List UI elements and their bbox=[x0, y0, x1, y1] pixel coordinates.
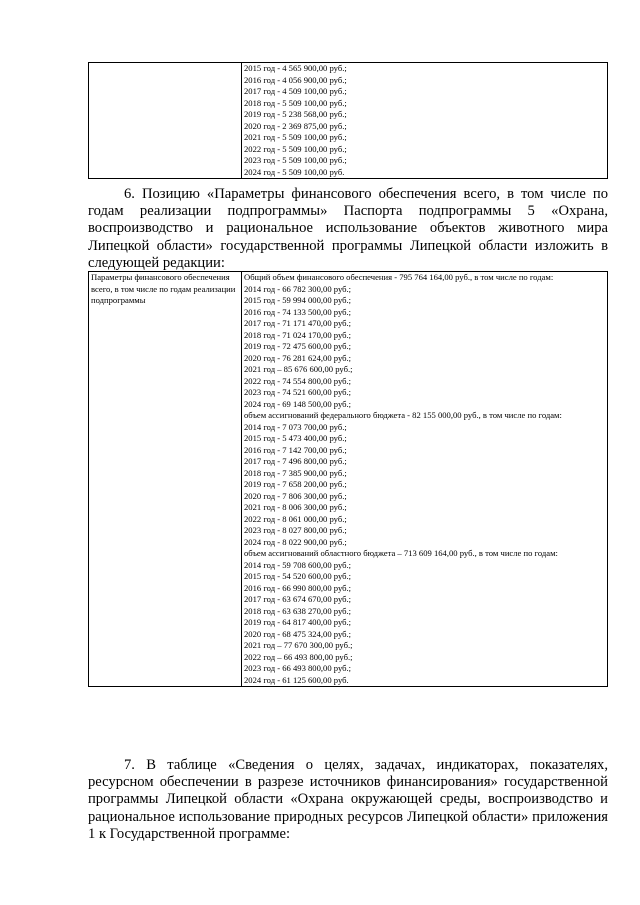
year-line: 2017 год - 7 496 800,00 руб.; bbox=[244, 456, 347, 466]
year-line: 2014 год - 59 708 600,00 руб.; bbox=[244, 559, 352, 570]
year-line: 2022 год - 74 554 800,00 руб.; bbox=[244, 375, 352, 386]
year-line: 2015 год - 5 473 400,00 руб.; bbox=[244, 433, 347, 443]
table1-right-cell bbox=[242, 63, 608, 179]
year-line: 2021 год – 85 676 600,00 руб.; bbox=[244, 364, 353, 374]
regional-budget-header: объем ассигнований областного бюджета – 713 609 164,00 руб., в том числе по годам: bbox=[244, 548, 558, 558]
year-line: 2020 год - 7 806 300,00 руб.; bbox=[244, 490, 347, 501]
year-line: 2016 год - 74 133 500,00 руб.; bbox=[244, 306, 352, 317]
financing-parameters-table bbox=[88, 271, 608, 687]
year-line: 2016 год - 7 142 700,00 руб.; bbox=[244, 444, 347, 455]
year-line: 2022 год – 66 493 800,00 руб.; bbox=[244, 651, 353, 662]
year-line: 2024 год - 61 125 600,00 руб. bbox=[244, 674, 349, 685]
total-financing-header: Общий объем финансового обеспечения - 795 764 164,00 руб., в том числе по годам: bbox=[244, 272, 554, 282]
year-line: 2024 год - 8 022 900,00 руб.; bbox=[244, 536, 347, 547]
year-line: 2016 год - 4 056 900,00 руб.; bbox=[244, 74, 347, 85]
year-line: 2024 год - 5 509 100,00 руб. bbox=[244, 166, 345, 177]
year-line: 2018 год - 5 509 100,00 руб.; bbox=[244, 97, 347, 108]
year-line: 2017 год - 71 171 470,00 руб.; bbox=[244, 318, 352, 328]
year-line: 2018 год - 63 638 270,00 руб.; bbox=[244, 605, 352, 616]
paragraph-6-text: 6. Позицию «Параметры финансового обеспечения всего, в том числе по годам реализации подпрограммы» Паспорта подпрограммы 5 «Охрана, воспроизводство и рациональное использование объектов животного мира Липецкой области» государственной программы Липецкой области изложить в следующей редакции: bbox=[88, 186, 608, 271]
table1-left-cell bbox=[89, 63, 242, 179]
year-line: 2015 год - 59 994 000,00 руб.; bbox=[244, 295, 352, 305]
year-line: 2021 год – 77 670 300,00 руб.; bbox=[244, 640, 353, 650]
year-line: 2019 год - 5 238 568,00 руб.; bbox=[244, 109, 347, 119]
federal-budget-header: объем ассигнований федерального бюджета - 82 155 000,00 руб., в том числе по годам: bbox=[244, 410, 562, 420]
year-line: 2019 год - 7 658 200,00 руб.; bbox=[244, 479, 347, 489]
year-line: 2020 год - 76 281 624,00 руб.; bbox=[244, 352, 352, 363]
year-line: 2021 год - 5 509 100,00 руб.; bbox=[244, 132, 347, 142]
year-line: 2015 год - 4 565 900,00 руб.; bbox=[244, 63, 347, 73]
year-line: 2014 год - 7 073 700,00 руб.; bbox=[244, 421, 347, 432]
year-line: 2024 год - 69 148 500,00 руб.; bbox=[244, 398, 352, 409]
financing-table-continued bbox=[88, 62, 608, 179]
table2-right-cell bbox=[242, 272, 608, 687]
year-line: 2018 год - 7 385 900,00 руб.; bbox=[244, 467, 347, 478]
paragraph-7-text: 7. В таблице «Сведения о целях, задачах, индикаторах, показателях, ресурсном обеспечении в разрезе источников финансирования» государственной программы Липецкой области «Охрана окружающей среды, воспроизводство и рациональное использование природных ресурсов Липецкой области» приложения 1 к Государственной программе: bbox=[88, 757, 608, 842]
year-line: 2021 год - 8 006 300,00 руб.; bbox=[244, 502, 347, 512]
year-line: 2022 год - 5 509 100,00 руб.; bbox=[244, 143, 347, 154]
year-line: 2023 год - 74 521 600,00 руб.; bbox=[244, 387, 352, 397]
paragraph-6 bbox=[88, 186, 608, 272]
year-line: 2023 год - 66 493 800,00 руб.; bbox=[244, 663, 352, 673]
year-line: 2016 год - 66 990 800,00 руб.; bbox=[244, 582, 352, 593]
year-line: 2018 год - 71 024 170,00 руб.; bbox=[244, 329, 352, 340]
paragraph-7 bbox=[88, 757, 608, 843]
year-line: 2020 год - 2 369 875,00 руб.; bbox=[244, 120, 347, 131]
year-line: 2017 год - 4 509 100,00 руб.; bbox=[244, 86, 347, 96]
year-line: 2023 год - 5 509 100,00 руб.; bbox=[244, 155, 347, 165]
year-line: 2017 год - 63 674 670,00 руб.; bbox=[244, 594, 352, 604]
year-line: 2019 год - 64 817 400,00 руб.; bbox=[244, 617, 352, 627]
year-line: 2023 год - 8 027 800,00 руб.; bbox=[244, 525, 347, 535]
year-line: 2022 год - 8 061 000,00 руб.; bbox=[244, 513, 347, 524]
year-line: 2014 год - 66 782 300,00 руб.; bbox=[244, 283, 352, 294]
year-line: 2015 год - 54 520 600,00 руб.; bbox=[244, 571, 352, 581]
year-line: 2019 год - 72 475 600,00 руб.; bbox=[244, 341, 352, 351]
table2-left-cell: Параметры финансового обеспечения всего, в том числе по годам реализации подпрограммы bbox=[89, 272, 242, 687]
year-line: 2020 год - 68 475 324,00 руб.; bbox=[244, 628, 352, 639]
